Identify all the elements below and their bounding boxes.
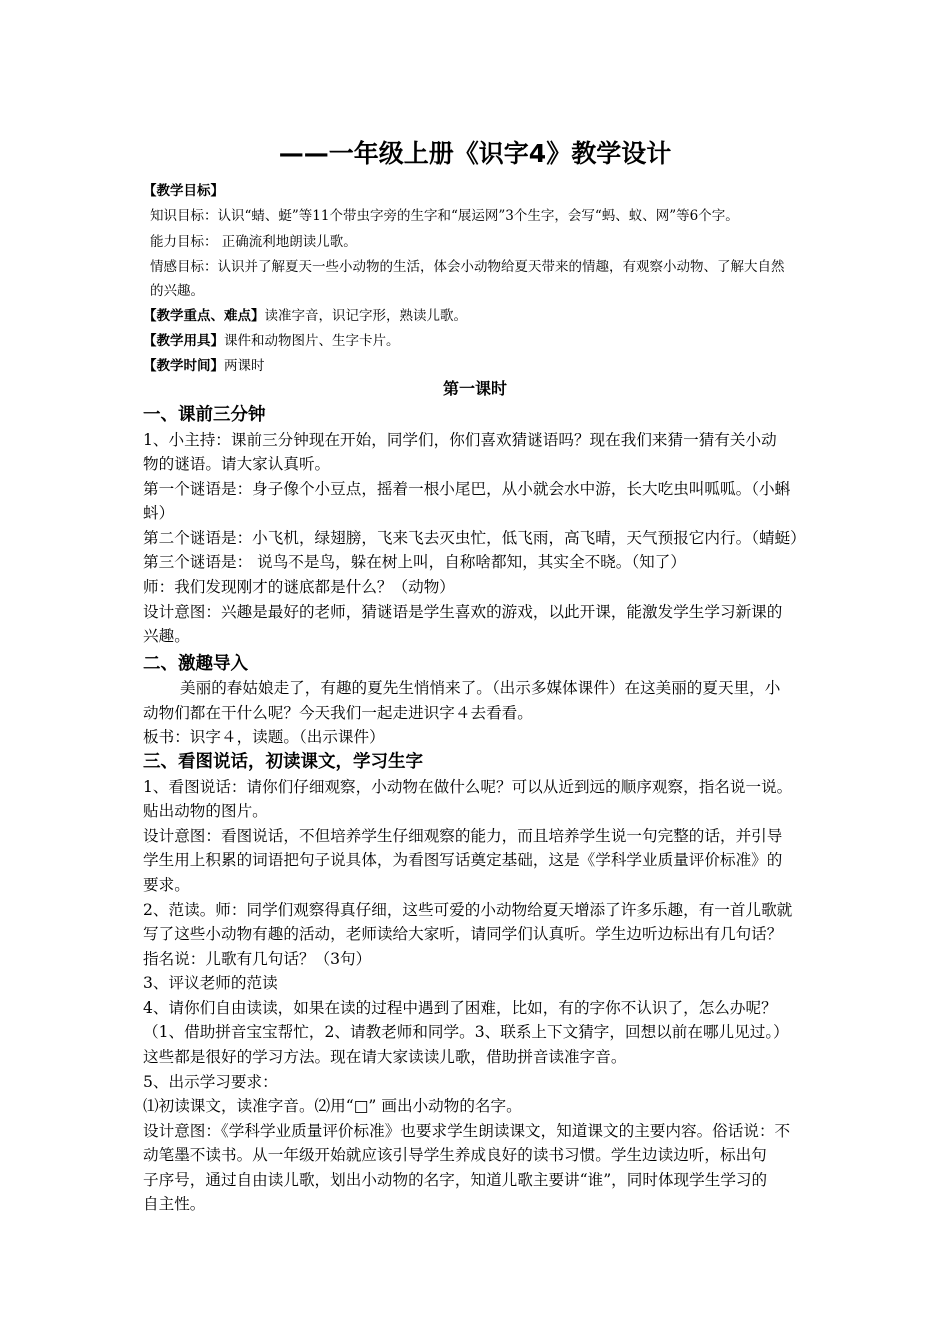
paragraph-line: 动物们都在干什么呢？今天我们一起走进识字４去看看。 — [143, 704, 533, 722]
lesson-title: 第一课时 — [442, 379, 507, 398]
paragraph-line: 2、范读。师：同学们观察得真仔细，这些可爱的小动物给夏天增添了许多乐趣，有一首儿歌就 — [143, 901, 793, 919]
paragraph-line: ⑴初读课文，读准字音。⑵用“□” 画出小动物的名字。 — [143, 1097, 522, 1115]
teaching-tools-text: 课件和动物图片、生字卡片。 — [224, 333, 400, 349]
section-1-heading: 一、课前三分钟 — [143, 405, 266, 425]
paragraph-line: 这些都是很好的学习方法。现在请大家读读儿歌，借助拼音读准字音。 — [143, 1048, 627, 1066]
teaching-tools-label: 【教学用具】 — [143, 333, 224, 349]
paragraph-line: 板书：识字４，读题。（出示课件） — [143, 728, 385, 746]
paragraph-line: 要求。 — [143, 876, 190, 894]
paragraph-line: 设计意图：《学科学业质量评价标准》也要求学生朗读课文，知道课文的主要内容。俗话说：不 — [143, 1122, 791, 1140]
section-3-heading: 三、看图说话，初读课文，学习生字 — [143, 752, 423, 772]
key-points — [143, 304, 467, 324]
paragraph-line: 自主性。 — [143, 1195, 206, 1213]
teaching-time-label: 【教学时间】 — [143, 358, 224, 374]
goal-emotion-cont: 的兴趣。 — [150, 283, 204, 299]
paragraph-line: 指名说：儿歌有几句话？（3句） — [143, 950, 372, 968]
paragraph-line: 写了这些小动物有趣的活动，老师读给大家听，请同学们认真听。学生边听边标出有几句话？ — [143, 925, 783, 943]
paragraph-line: 设计意图：看图说话，不但培养学生仔细观察的能力，而且培养学生说一句完整的话，并引导 — [143, 827, 783, 845]
paragraph-line: 1、小主持：课前三分钟现在开始，同学们，你们喜欢猜谜语吗？现在我们来猜一猜有关小动 — [143, 431, 777, 449]
teaching-time-text: 两课时 — [224, 358, 265, 374]
paragraph-line: 美丽的春姑娘走了，有趣的夏先生悄悄来了。（出示多媒体课件）在这美丽的夏天里，小 — [180, 679, 781, 697]
paragraph-line: 蚪） — [143, 504, 175, 522]
document-title: ——一年级上册《识字4》教学设计 — [278, 139, 672, 168]
paragraph-line: 4、请你们自由读读，如果在读的过程中遇到了困难，比如，有的字你不认识了，怎么办呢？ — [143, 999, 777, 1017]
paragraph-line: 动笔墨不读书。从一年级开始就应该引导学生养成良好的读书习惯。学生边读边听，标出句 — [143, 1146, 767, 1164]
paragraph-line: 子序号，通过自由读儿歌，划出小动物的名字，知道儿歌主要讲“谁”，同时体现学生学习的 — [143, 1171, 768, 1189]
paragraph-line: 兴趣。 — [143, 627, 190, 645]
teaching-tools — [143, 329, 400, 349]
teaching-time — [143, 354, 265, 374]
paragraph-line: 第一个谜语是：身子像个小豆点，摇着一根小尾巴，从小就会水中游，长大吃虫叫呱呱。（小蝌 — [143, 480, 791, 498]
key-points-text: 读准字音，识记字形，熟读儿歌。 — [264, 308, 467, 324]
paragraph-line: 学生用上积累的词语把句子说具体，为看图写话奠定基础，这是《学科学业质量评价标准》的 — [143, 851, 783, 869]
goal-knowledge: 知识目标：认识“蜻、蜓”等11个带虫字旁的生字和“展运网”3个生字，会写“蚂、蚁、网”等6个字。 — [150, 208, 739, 224]
paragraph-line: 师：我们发现刚才的谜底都是什么？（动物） — [143, 578, 455, 596]
paragraph-line: 3、评议老师的范读 — [143, 974, 278, 992]
section-2-heading: 二、激趣导入 — [143, 654, 248, 674]
goals-header: 【教学目标】 — [143, 183, 224, 199]
paragraph-line: 贴出动物的图片。 — [143, 802, 268, 820]
paragraph-line: 设计意图：兴趣是最好的老师，猜谜语是学生喜欢的游戏，以此开课，能激发学生学习新课的 — [143, 603, 783, 621]
paragraph-line: 物的谜语。请大家认真听。 — [143, 455, 331, 473]
paragraph-line: （1、借助拼音宝宝帮忙，2、请教老师和同学。3、联系上下文猜字，回想以前在哪儿见过。） — [143, 1023, 789, 1041]
key-points-label: 【教学重点、难点】 — [143, 308, 265, 324]
paragraph-line: 第二个谜语是：小飞机，绿翅膀，飞来飞去灭虫忙，低飞雨，高飞晴，天气预报它内行。（蜻蜓） — [143, 529, 806, 547]
paragraph-line: 1、看图说话：请你们仔细观察，小动物在做什么呢？可以从近到远的顺序观察，指名说一说。 — [143, 778, 793, 796]
paragraph-line: 第三个谜语是： 说鸟不是鸟，躲在树上叫，自称啥都知，其实全不晓。（知了） — [143, 553, 686, 571]
goal-ability: 能力目标： 正确流利地朗读儿歌。 — [150, 234, 357, 250]
goal-emotion: 情感目标：认识并了解夏天一些小动物的生活，体会小动物给夏天带来的情趣，有观察小动物、了解大自然 — [150, 259, 785, 275]
paragraph-line: 5、出示学习要求： — [143, 1073, 278, 1091]
